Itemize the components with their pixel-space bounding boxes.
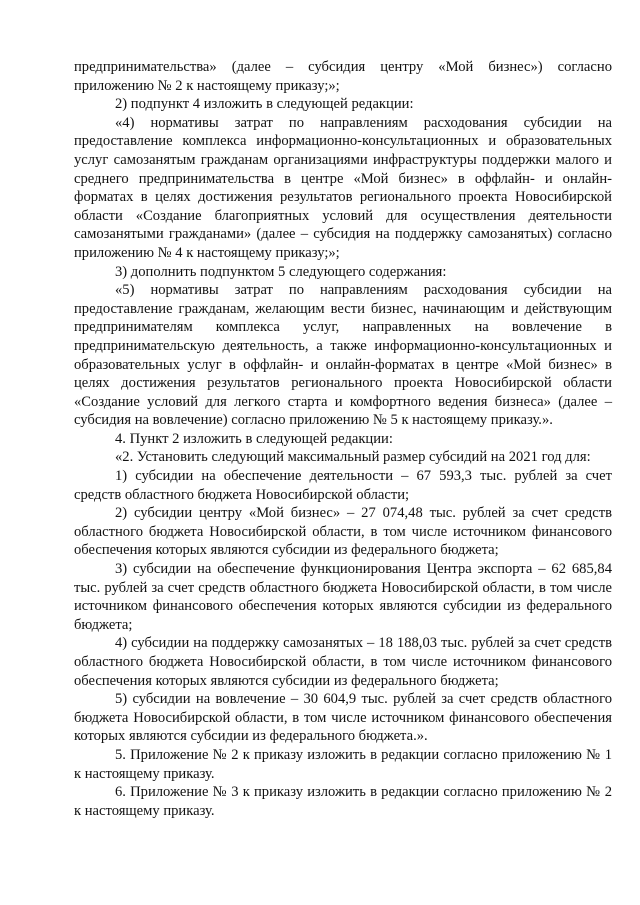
paragraph-item-3: 3) дополнить подпунктом 5 следующего содержания:	[115, 263, 447, 280]
paragraph-continuation: предпринимательства» (далее – субсидия центру «Мой бизнес») согласно приложению № 2 к настоящему приказу;»;	[74, 59, 612, 94]
paragraph-point-2-text: «2. Установить следующий максимальный размер субсидий на 2021 год для:	[115, 449, 591, 466]
list-item-subsidy-1: 1) субсидии на обеспечение деятельности – 67 593,3 тыс. рублей за счет средств областного бюджета Новосибирской области;	[74, 468, 612, 503]
paragraph-item-2: 2) подпункт 4 изложить в следующей редакции:	[115, 96, 414, 113]
paragraph-point-5: 5. Приложение № 2 к приказу изложить в редакции согласно приложению № 1 к настоящему приказу.	[74, 746, 612, 782]
paragraph-subitem-4-text: «4) нормативы затрат по направлениям расходования субсидии на предоставление комплекса информационно-консультационных и образовательных услуг самозанятым гражданам организациями инфраструктуры поддержки малого и среднего предпринимательства в центре «Мой бизнес» в оффлайн- и онлайн-форматах в целях достижения результатов регионального проекта Новосибирской области «Создание благоприятных условий для осуществления деятельности самозанятыми гражданами» (далее – субсидия на поддержку самозанятых) согласно приложению № 4 к настоящему приказу;»;	[74, 114, 612, 261]
list-item-subsidy-2: 2) субсидии центру «Мой бизнес» – 27 074,48 тыс. рублей за счет средств областного бюджета Новосибирской области, в том числе источником финансового обеспечения которых являются субсидии из федерального бюджета;	[74, 505, 612, 559]
paragraph-point-4: 4. Пункт 2 изложить в следующей редакции:	[115, 430, 393, 447]
list-item-subsidy-4: 4) субсидии на поддержку самозанятых – 18 188,03 тыс. рублей за счет средств областного бюджета Новосибирской области, в том числе источником финансового обеспечения которых являются субсидии из федерального бюджета;	[74, 635, 612, 689]
paragraph-subitem-5-text: «5) нормативы затрат по направлениям расходования субсидии на предоставление гражданам, желающим вести бизнес, начинающим и действующим предпринимателям комплекса услуг, направленных на вовлечение в предпринимательскую деятельность, а также информационно-консультационных и образовательных услуг в оффлайн- и онлайн-форматах в центре «Мой бизнес» в целях достижения результатов регионального проекта Новосибирской области «Создание условий для легкого старта и комфортного ведения бизнеса» (далее – субсидия на вовлечение) согласно приложению № 5 к настоящему приказу.».	[74, 282, 612, 429]
list-item-subsidy-3: 3) субсидии на обеспечение функционирования Центра экспорта – 62 685,84 тыс. рублей за счет средств областного бюджета Новосибирской области, в том числе источником финансового обеспечения которых являются субсидии из федерального бюджета;	[74, 561, 612, 633]
list-item-subsidy-5: 5) субсидии на вовлечение – 30 604,9 тыс. рублей за счет средств областного бюджета Новосибирской области, в том числе источником финансового обеспечения которых являются субсидии из федерального бюджета.».	[74, 691, 612, 745]
document-page	[74, 58, 612, 820]
paragraph-point-6: 6. Приложение № 3 к приказу изложить в редакции согласно приложению № 2 к настоящему приказу.	[74, 784, 612, 819]
